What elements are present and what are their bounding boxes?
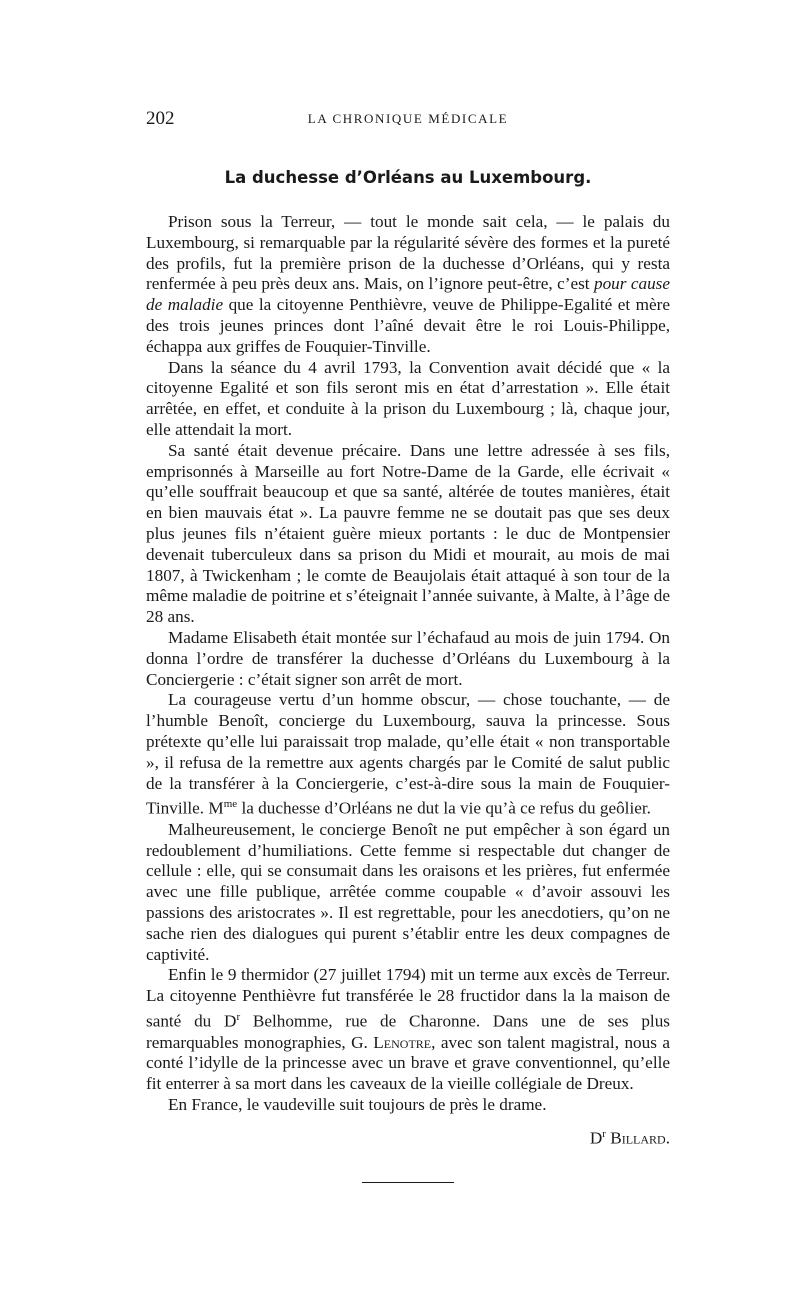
author-name-lenotre: Lenotre <box>373 1032 432 1052</box>
paragraph-7-text-c: , avec son talent magistral, nous a conté l’idylle de la princesse avec un brave et grave conventionnel, qu’elle fit enterrer à sa mort dans les caveaux de la vieille collégiale de Dreux. <box>146 1032 670 1094</box>
paragraph-8: En France, le vaudeville suit toujours de près le drame. <box>168 1094 547 1114</box>
article-body <box>146 212 670 1116</box>
paragraph-4: Madame Elisabeth était montée sur l’échafaud au mois de juin 1794. On donna l’ordre de transférer la duchesse d’Orléans du Luxembourg à la Conciergerie : c’était signer son arrêt de mort. <box>146 627 670 689</box>
page-number: 202 <box>146 108 175 129</box>
paragraph-3: Sa santé était devenue précaire. Dans une lettre adressée à ses fils, emprisonnés à Marseille au fort Notre-Dame de la Garde, elle écrivait « qu’elle souffrait beaucoup et que sa santé, altérée de toutes manières, était en bien mauvais état ». La pauvre femme ne se doutait pas que ses deux plus jeunes fils n’étaient guère mieux portants : le duc de Montpensier devenait tuberculeux dans sa prison du Midi et mourait, au mois de mai 1807, à Twickenham ; le comte de Beaujolais était attaqué à son tour de la même maladie de poitrine et s’éteignait l’année suivante, à Malte, à l’âge de 28 ans. <box>146 440 670 627</box>
superscript-me: me <box>223 798 238 811</box>
paragraph-7-text-b: Belhomme, rue de Charonne. Dans une de ses plus remarquables monographies, G. <box>146 1011 670 1052</box>
signature-name: Billard. <box>610 1128 670 1148</box>
paragraph-5-text-b: la duchesse d’Orléans ne dut la vie qu’à ce refus du geôlier. <box>237 799 651 819</box>
paragraph-6: Malheureusement, le concierge Benoît ne put empêcher à son égard un redoublement d’humiliations. Cette femme si respectable dut changer de cellule : elle, qui se consumait dans les oraisons et les prières, fut enfermée avec une fille publique, arrêtée comme coupable « d’avoir assouvi les passions des aristocrates ». Il est regrettable, pour les anecdotiers, qu’on ne sache rien des dialogues qui purent s’établir entre les deux compagnes de captivité. <box>146 819 670 964</box>
article-title: La duchesse d’Orléans au Luxembourg. <box>224 168 592 187</box>
signature-prefix: D <box>589 1128 603 1148</box>
paragraph-7-text-a: Enfin le 9 thermidor (27 juillet 1794) mit un terme aux excès de Terreur. La citoyenne Penthièvre fut transférée le 28 fructidor dans la la maison de santé du D <box>146 965 670 1031</box>
paragraph-2: Dans la séance du 4 avril 1793, la Convention avait décidé que « la citoyenne Egalité et son fils seront mis en état d’arrestation ». Elle était arrêtée, en effet, et conduite à la prison du Luxembourg ; là, chaque jour, elle attendait la mort. <box>146 357 670 439</box>
page-header <box>146 108 670 132</box>
paragraph-1 <box>146 212 670 358</box>
paragraph-1-text-b: que la citoyenne Penthièvre, veuve de Philippe-Egalité et mère des trois jeunes princes dont l’aîné devait être le roi Louis-Philippe, échappa aux griffes de Fouquier-Tinville. <box>146 295 670 356</box>
paragraph-5-text-a: La courageuse vertu d’un homme obscur, — chose touchante, — de l’humble Benoît, concierge du Luxembourg, sauva la princesse. Sous prétexte qu’elle lui paraissait trop malade, qu’elle était « non transportable », il refusa de la remettre aux agents chargés par le Comité de salut public de la transférer à la Conciergerie, c’est-à-dire sous la main de Fouquier-Tinville. M <box>146 690 670 819</box>
paragraph-1-text-a: Prison sous la Terreur, — tout le monde sait cela, — le palais du Luxembourg, si remarquable par la régularité sévère des formes et la pureté des profils, fut la première prison de la duchesse d’Orléans, qui y resta renfermée à peu près deux ans. Mais, on l’ignore peut-être, c’est <box>146 212 670 294</box>
superscript-r: r <box>236 1011 241 1024</box>
running-title: LA CHRONIQUE MÉDICALE <box>307 111 509 126</box>
closing-rule <box>362 1182 454 1183</box>
paragraph-7 <box>146 965 670 1095</box>
italic-phrase: pour cause de maladie <box>146 274 670 315</box>
paragraph-5 <box>146 690 670 820</box>
signature-superscript: r <box>602 1128 606 1140</box>
signature <box>146 1128 670 1149</box>
